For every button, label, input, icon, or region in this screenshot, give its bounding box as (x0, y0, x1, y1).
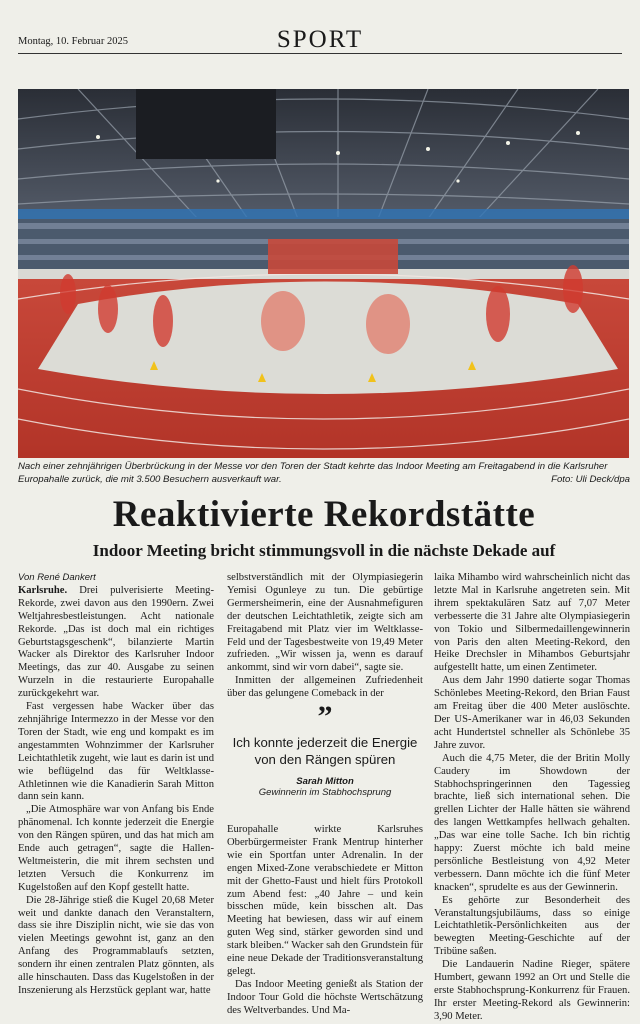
dateline-city: Karlsruhe. (18, 584, 68, 596)
paragraph: Die Landauerin Nadine Rieger, spätere Humbert, gewann 1992 an Ort und Stelle die erste Stabhochsprung-Konkurrenz für Frauen. Ihr erster Meeting-Rekord als Gewinnerin: 3,90 Meter. (434, 959, 630, 1022)
quote-author-role: Gewinnerin im Stabhochsprung (258, 787, 392, 798)
paragraph: Auch die 4,75 Meter, die der Britin Molly Caudery im Showdown der Stabhochspringerinnen den Tagessieg brachte, ließ sich international sehen. Die grellen Lichter der Halle hätten sie während des langen Wettkampfes hellwach gehalten. „Das war eine tolle Sache. Ich bin richtig happy: Zuerst möchte ich bald meine persönliche Bestleistung von 4,92 Meter verbessern. Dann möchte ich die fünf Meter knacken“, sprudelte es aus der Gewinnerin. (434, 752, 630, 893)
paragraph: Inmitten der allgemeinen Zufriedenheit über das gelungene Comeback in der (227, 675, 423, 700)
issue-date: Montag, 10. Februar 2025 (18, 36, 128, 47)
paragraph: Die 28-Jährige stieß die Kugel 20,68 Meter weit und dankte danach den Veranstaltern, dass sie ihre Disziplin nicht, wie sie das von vielen Meetings gewohnt ist, ganz an den Anfang des Programmablaufs setzten, sondern ihr einen zentralen Platz gönnten, als alle hinschauten. Dass das Kugelstoßen in der Inszenierung als Herzstück geplant war, hatte (18, 894, 214, 996)
paragraph: Europahalle wirkte Karlsruhes Oberbürgermeister Frank Mentrup hinterher wie ein Sportfan unter Adrenalin. In der engen Mixed-Zone verabschiedete er Mitton mit der Ghetto-Faust und hielt fürs Protokoll zum Abend fest: „40 Jahre – und kein bisschen müde, kein bisschen alt. Das Meeting hat bewiesen, dass wir auf einem guten Weg sind, stärker geworden sind und stark bleiben.“ Wacker sah den Grundstein für eine neue Dekade der Traditionsveranstaltung gelegt. (227, 824, 423, 977)
paragraph-text: Drei pulverisierte Meeting-Rekorde, zwei davon aus den 1990ern. Zwei Weltjahresbestleistungen. Acht nationale Rekorde. „Das ist doch mal ein richtiges Geburtstagsgeschenk“, bilanzierte Martin Wacker als Direktor des Karlsruher Indoor Meetings, das zur 40. Ausgabe zu seinen Wurzeln in die restaurierte Europahalle zurückgekehrt war. (18, 584, 214, 700)
article-column-1 (18, 572, 214, 998)
pull-quote (227, 700, 423, 798)
stadium-photo-illustration (18, 89, 629, 458)
quote-mark: ” (317, 700, 333, 733)
caption-text: Nach einer zehnjährigen Überbrückung in der Messe vor den Toren der Stadt kehrte das Indoor Meeting am Freitagabend in die Karlsruher Europahalle zurück, die mit 3.500 Besuchern ausverkauft war. (18, 461, 608, 485)
paragraph: laika Mihambo wird wahrscheinlich nicht das letzte Mal in Karlsruhe angetreten sein. Mit ihrem spektakulären Satz auf 7,07 Meter verbesserte die 31 Jahre alte Olympiasiegerin von Tokio und Silbermedaillengewinnerin von Paris den alten Meeting-Rekord, den Heike Drechsler in Mihambos Geburtsjahr aufgestellt hatte, um einen Zentimeter. (434, 572, 630, 674)
header-rule (18, 53, 622, 54)
photo-credit: Foto: Uli Deck/dpa (551, 473, 630, 485)
article-column-2-top (227, 572, 423, 701)
headline: Reaktivierte Rekordstätte (112, 494, 536, 535)
section-title: SPORT (276, 26, 364, 53)
stadium-photo (18, 89, 629, 458)
article-column-2-bottom (227, 824, 423, 1018)
paragraph: „Die Atmosphäre war von Anfang bis Ende phänomenal. Ich konnte jederzeit die Energie von den Rängen spüren, und das hat mich am Ende auch getragen“, sagte die Hallen-Weltmeisterin, die mit ihrem sechsten und letzten Versuch die Konkurrenz im Kugelstoßen auf den Kopf gestellt hatte. (18, 804, 214, 893)
subheadline: Indoor Meeting bricht stimmungsvoll in die nächste Dekade auf (92, 541, 556, 560)
photo-caption (18, 461, 630, 486)
paragraph: Fast vergessen habe Wacker über das zehnjährige Intermezzo in der Messe vor den Toren der Stadt, wie eng und kompakt es im angestammten Wohnzimmer der Karlsruher Leichtathletik zugeht, wie laut es darin ist und wie beflügelnd das für Weltklasse-Athletinnen wie die Kanadierin Sarah Mitton dann sein kann. (18, 701, 214, 803)
paragraph (18, 585, 214, 701)
paragraph: selbstverständlich mit der Olympiasiegerin Yemisi Ogunleye zu tun. Die gebürtige Germersheimerin, eine der Ausnahmefiguren der deutschen Leichtathletik, zeigte sich am Freitagabend mit Platz vier im Weltklasse-Feld und der Tagesbestweite von 19,49 Meter zufrieden. „Wir wissen ja, wenn es darauf ankommt, sind wir vorn dabei“, sagte sie. (227, 572, 423, 674)
quote-text: Ich konnte jederzeit die Energie von den Rängen spüren (232, 735, 418, 767)
paragraph: Das Indoor Meeting genießt als Station der Indoor Tour Gold die höchste Wertschätzung des Weltverbandes. Und Ma- (227, 978, 423, 1016)
article-column-3 (434, 572, 630, 1024)
byline: Von René Dankert (18, 572, 96, 583)
quote-author: Sarah Mitton (296, 776, 354, 787)
paragraph: Es gehörte zur Besonderheit des Veranstaltungsjubiläums, dass so einige Leichtathletik-Persönlichkeiten aus der bewegten Meeting-Geschichte auf der Tribüne saßen. (434, 894, 630, 958)
page-header (18, 26, 622, 56)
paragraph: Aus dem Jahr 1990 datierte sogar Thomas Schönlebes Meeting-Rekord, den Brian Faust am Freitag über die 400 Meter auslöschte. Der US-Amerikaner war in 46,03 Sekunden acht Hundertstel schneller als Schönlebe 35 Jahre zuvor. (434, 675, 630, 751)
